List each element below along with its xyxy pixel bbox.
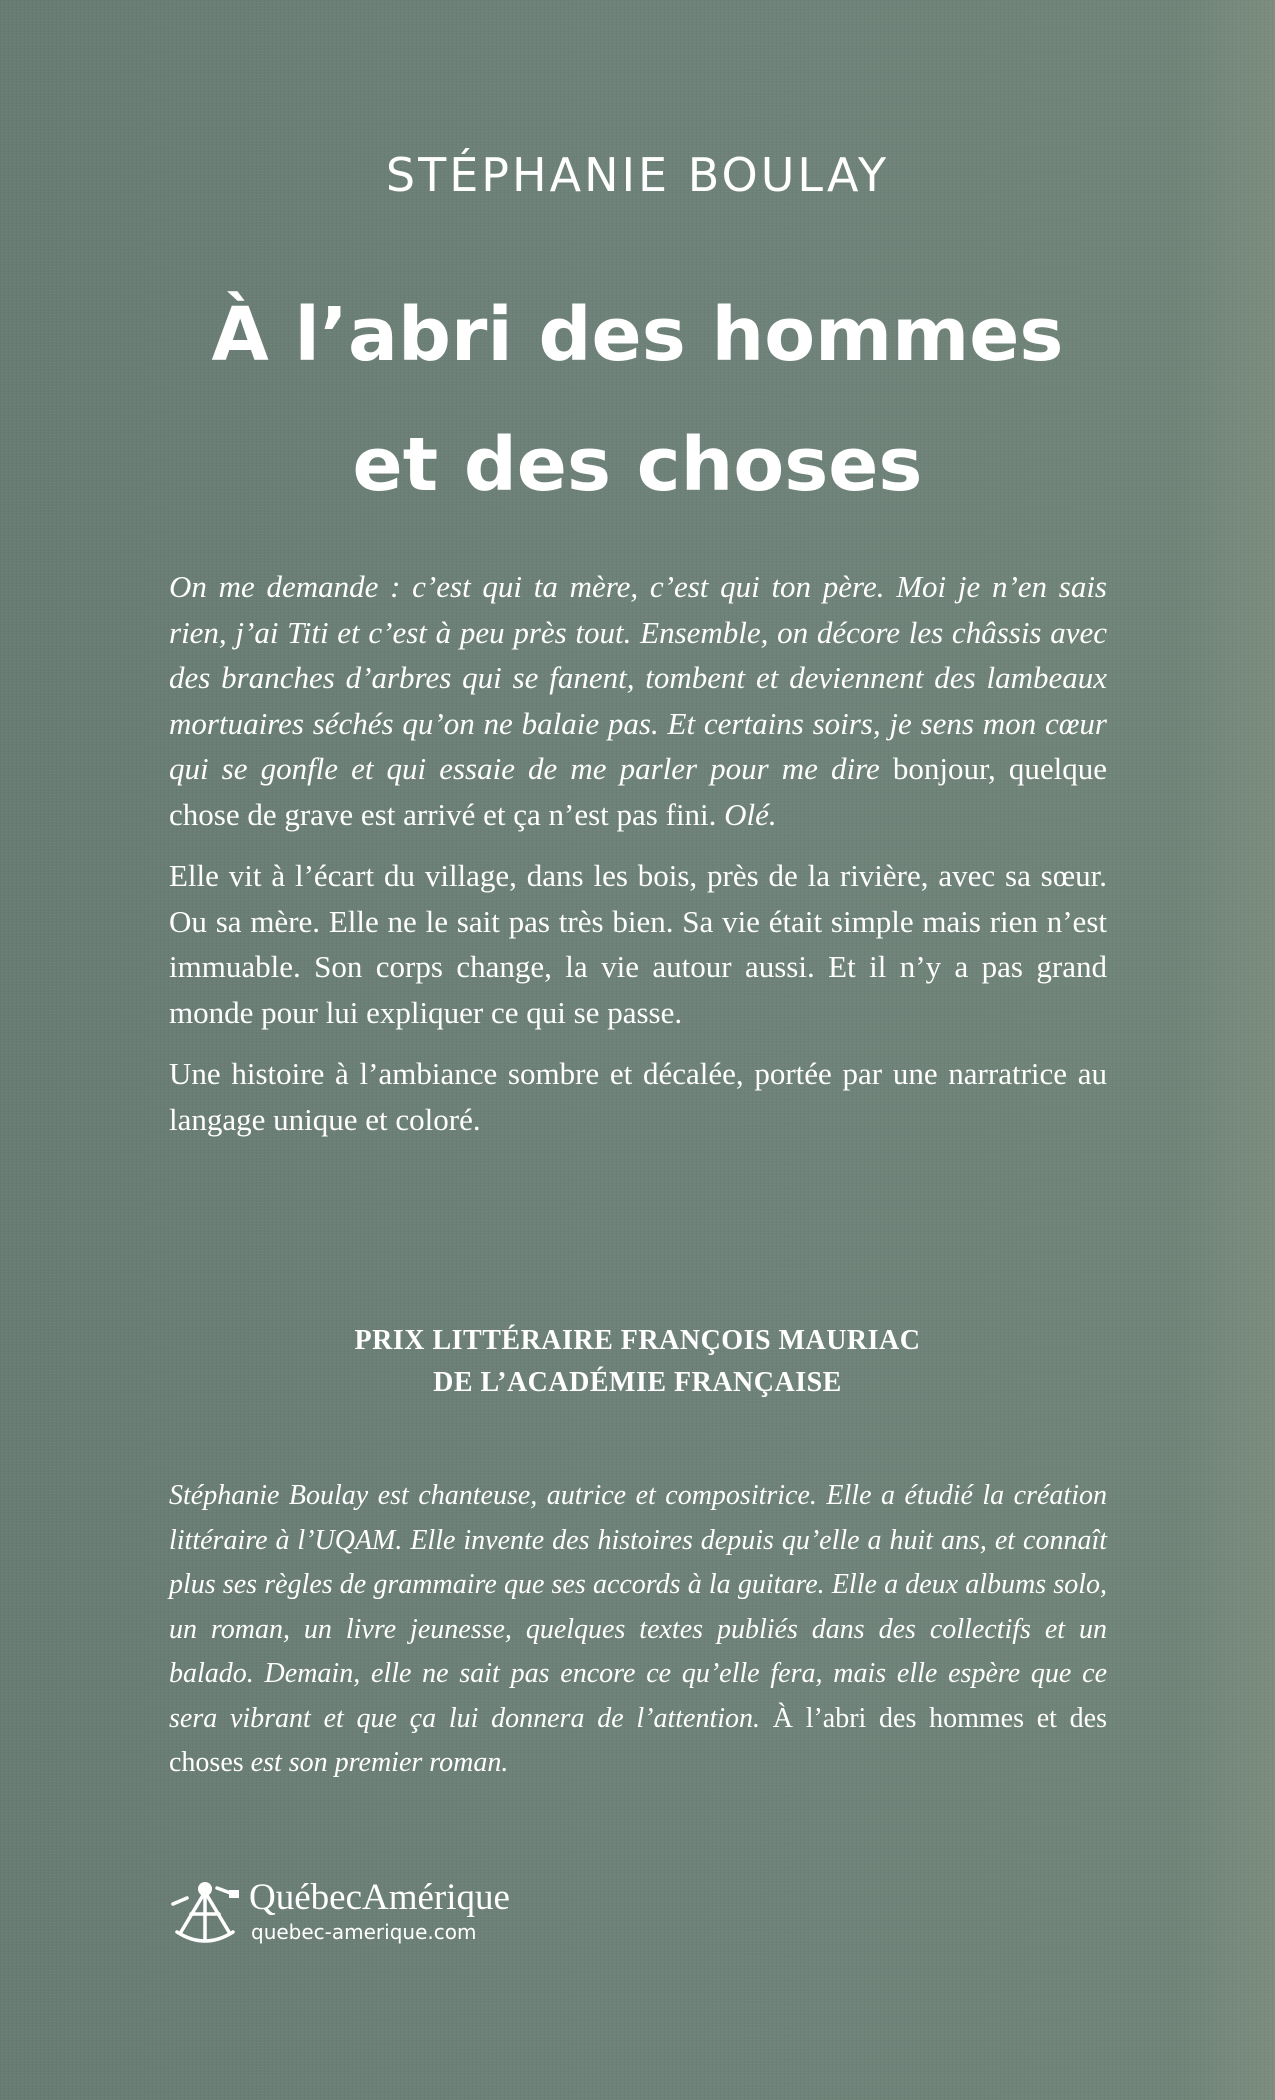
blurb-paragraph-summary: Elle vit à l’écart du village, dans les bois, près de la rivière, avec sa sœur. Ou sa mère. Elle ne le sait pas très bien. Sa vie était simple mais rien n’est immuable. Son corps change, la vie autour aussi. Et il n’y a pas grand monde pour lui expliquer ce qui se passe. xyxy=(169,858,1107,1030)
sextant-icon xyxy=(167,1874,243,1950)
excerpt-roman: bonjour, quelque chose de grave est arrivé et ça n’est pas fini. xyxy=(169,751,1107,832)
author-bio xyxy=(169,1474,1107,1786)
book-title xyxy=(0,270,1275,530)
prize-line-2: DE L’ACADÉMIE FRANÇAISE xyxy=(433,1367,842,1398)
book-title-line-2: et des choses xyxy=(352,422,923,508)
excerpt-italic: On me demande : c’est qui ta mère, c’est qui ton père. Moi je n’en sais rien, j’ai Titi et c’est à peu près tout. Ensemble, on décore les châssis avec des branches d’arbres qui se fanent, tombent et deviennent des lambeaux mortuaires séchés qu’on ne balaie pas. Et certains soirs, je sens mon cœur qui se gonfle et qui essaie de me parler pour me dire xyxy=(169,569,1107,786)
book-title-line-1: À l’abri des hommes xyxy=(211,292,1064,378)
publisher-url: quebec-amerique.com xyxy=(251,1920,477,1944)
prize-line-1: PRIX LITTÉRAIRE FRANÇOIS MAURIAC xyxy=(354,1325,921,1356)
bio-book-title: À l’abri des hommes et des choses xyxy=(169,1702,1107,1778)
blurb xyxy=(169,564,1107,1158)
bio-text-end: est son premier roman. xyxy=(243,1747,509,1778)
prize-mention xyxy=(0,1320,1275,1404)
bio-text: Stéphanie Boulay est chanteuse, autrice et compositrice. Elle a étudié la création littéraire à l’UQAM. Elle invente des histoires depuis qu’elle a huit ans, et connaît plus ses règles de grammaire que ses accords à la guitare. Elle a deux albums solo, un roman, un livre jeunesse, quelques textes publiés dans des collectifs et un balado. Demain, elle ne sait pas encore ce qu’elle fera, mais elle espère que ce sera vibrant et que ça lui donnera de l’attention. xyxy=(169,1480,1107,1734)
blurb-paragraph-tagline: Une histoire à l’ambiance sombre et décalée, portée par une narratrice au langage unique et coloré. xyxy=(169,1056,1107,1137)
blurb-paragraph-excerpt xyxy=(169,564,1107,837)
publisher-logo xyxy=(167,1872,587,1952)
excerpt-end-italic: Olé. xyxy=(724,796,777,832)
publisher-name: QuébecAmérique xyxy=(249,1877,510,1918)
author-name: STÉPHANIE BOULAY xyxy=(385,148,890,202)
